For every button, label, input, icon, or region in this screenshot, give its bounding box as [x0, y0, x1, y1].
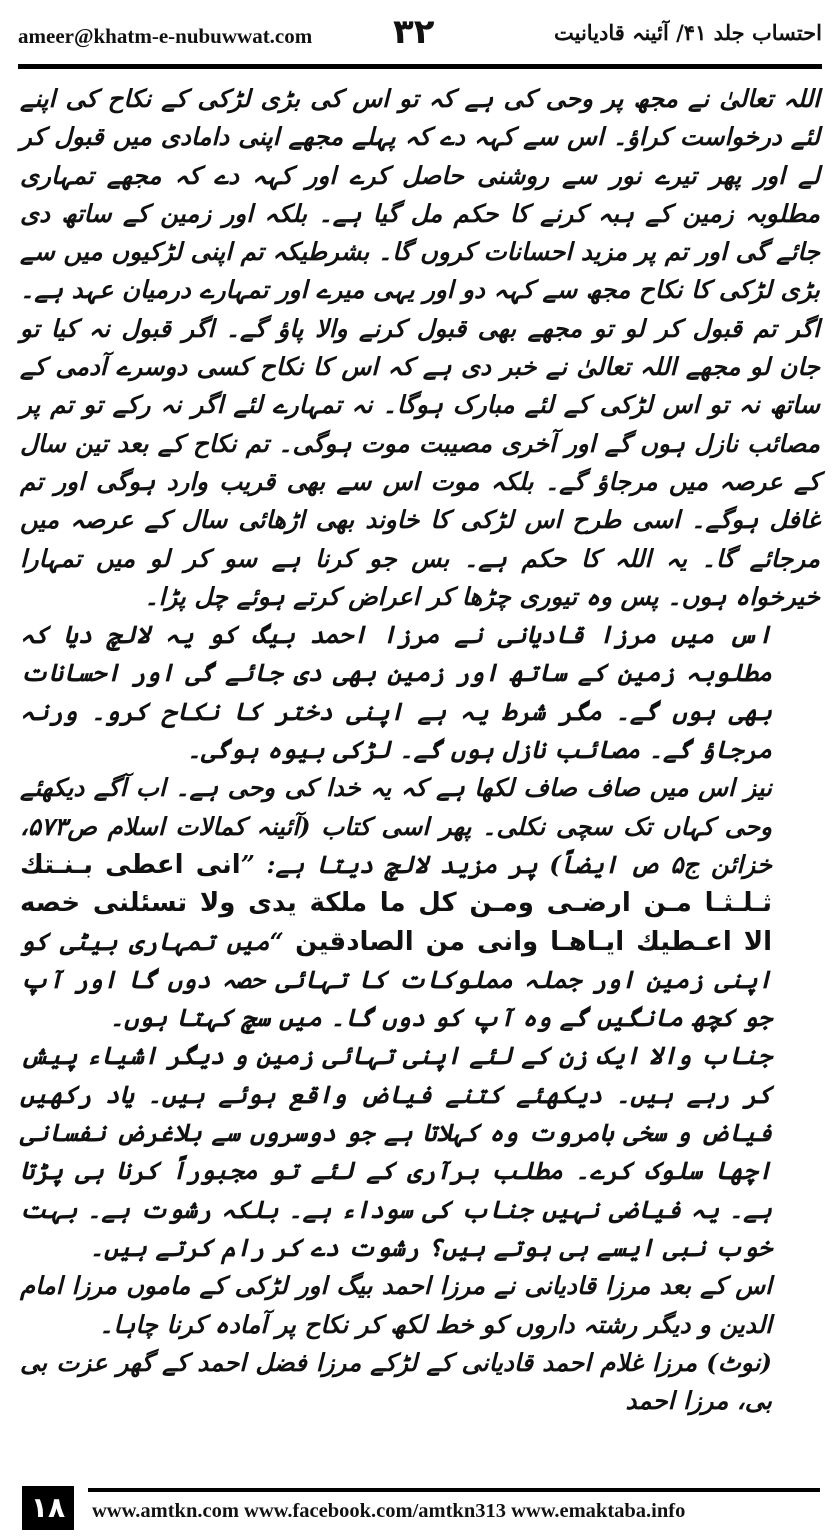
running-title: احتساب جلد ۴۱/ آئینہ قادیانیت: [554, 20, 822, 45]
body-text: [20, 80, 820, 1420]
page-footer: [0, 1480, 840, 1540]
paragraph-6: (نوٹ) مرزا غلام احمد قادیانی کے لڑکے مرزا فضل احمد کے گھر عزت بی بی، مرزا احمد: [20, 1347, 772, 1416]
page-number: ۳۲: [393, 12, 435, 52]
paragraph-3: [20, 769, 820, 1037]
footer-rule: [88, 1488, 820, 1492]
header-rule: [18, 64, 822, 69]
paragraph-5: اس کے بعد مرزا قادیانی نے مرزا احمد بیگ اور لڑکی کے ماموں مرزا امام الدین و دیگر رشتہ داروں کو خط لکھ کر نکاح پر آمادہ کرنا چاہا۔: [20, 1271, 772, 1339]
footer-links: www.amtkn.com www.facebook.com/amtkn313 www.emaktaba.info: [92, 1500, 686, 1522]
folio-number: ۱۸: [22, 1486, 74, 1530]
email-address: ameer@khatm-e-nubuwwat.com: [18, 24, 313, 48]
paragraph-2: اس میں مرزا قادیانی نے مرزا احمد بیگ کو یہ لالچ دیا کہ مطلوبہ زمین کے ساتھ اور زمین بھی دی جائے گی اور احسانات بھی ہوں گے۔ مگر شرط یہ ہے اپنی دختر کا نکاح کرو۔ ورنہ مرجاؤ گے۔ مصائب نازل ہوں گے۔ لڑکی بیوہ ہوگی۔: [20, 620, 772, 765]
paragraph-3-urdu: نیز اس میں صاف صاف لکھا ہے کہ یہ خدا کی وحی ہے۔ اب آگے دیکھئے وحی کہاں تک سچی نکلی۔ پھر اسی کتاب (آئینہ کمالات اسلام ص۵۷۳، خزائن ج۵ ص ایضاً) پر مزید لالچ دیتا ہے: ”: [20, 773, 772, 879]
paragraph-4: جناب والا ایک زن کے لئے اپنی تہائی زمین و دیگر اشیاء پیش کر رہے ہیں۔ دیکھئے کتنے فیاض واقع ہوئے ہیں۔ یاد رکھیں فیاض و سخی بامروت وہ کہلاتا ہے جو دوسروں سے بلاغرض نفسانی اچھا سلوک کرے۔ مطلب برآری کے لئے تو مجبوراً کرنا ہی پڑتا ہے۔ یہ فیاضی نہیں جناب کی سوداء ہے۔ بلکہ رشوت ہے۔ بہت خوب نبی ایسے ہی ہوتے ہیں؟ رشوت دے کر رام کرتے ہیں۔: [20, 1041, 772, 1262]
page-header: [18, 10, 822, 58]
arabic-quote: انی اعطی بـنـتك ثـلـثـا مـن ارضـی ومـن كل ما ملكة يدی ولا تسئلنی خصه الا اعـطيك ايـاهـا وانی من الصادقین: [20, 849, 773, 957]
paragraph-3-translation: “میں تمہاری بیٹی کو اپنی زمین اور جملہ مملوکات کا تہائی حصہ دوں گا اور آپ جو کچھ مانگیں گے وہ آپ کو دوں گا۔ میں سچ کہتا ہوں۔: [20, 926, 772, 1033]
paragraph-1: اللہ تعالیٰ نے مجھ پر وحی کی ہے کہ تو اس کی بڑی لڑکی کے نکاح کی اپنے لئے درخواست کراؤ۔ اس سے کہہ دے کہ پہلے مجھے اپنی دامادی میں قبول کر لے اور پھر تیرے نور سے روشنی حاصل کرے اور کہہ دے کہ مجھے تمہاری مطلوبہ زمین کے ہبہ کرنے کا حکم مل گیا ہے۔ بلکہ اور زمین کے ساتھ دی جائے گی اور تم پر مزید احسانات کروں گا۔ بشرطیکہ تم اپنی لڑکیوں میں سے بڑی لڑکی کا نکاح مجھ سے کہہ دو اور یہی میرے اور تمہارے درمیان عہد ہے۔ اگر تم قبول کر لو تو مجھے بھی قبول کرنے والا پاؤ گے۔ اگر قبول نہ کیا تو جان لو مجھے اللہ تعالیٰ نے خبر دی ہے کہ اس کا نکاح کسی دوسرے آدمی کے ساتھ نہ تو اس لڑکی کے لئے مبارک ہوگا۔ نہ تمہارے لئے اگر نہ رکے تو تم پر مصائب نازل ہوں گے اور آخری مصیبت موت ہوگی۔ تم نکاح کے بعد تین سال کے عرصہ میں مرجاؤ گے۔ بلکہ موت اس سے بھی قریب وارد ہوگی اور تم غافل ہوگے۔ اسی طرح اس لڑکی کا خاوند بھی اڑھائی سال کے عرصہ میں مرجائے گا۔ یہ اللہ کا حکم ہے۔ بس جو کرنا ہے سو کر لو میں تمہارا خیرخواہ ہوں۔ پس وہ تیوری چڑھا کر اعراض کرتے ہوئے چل پڑا۔: [20, 84, 820, 611]
